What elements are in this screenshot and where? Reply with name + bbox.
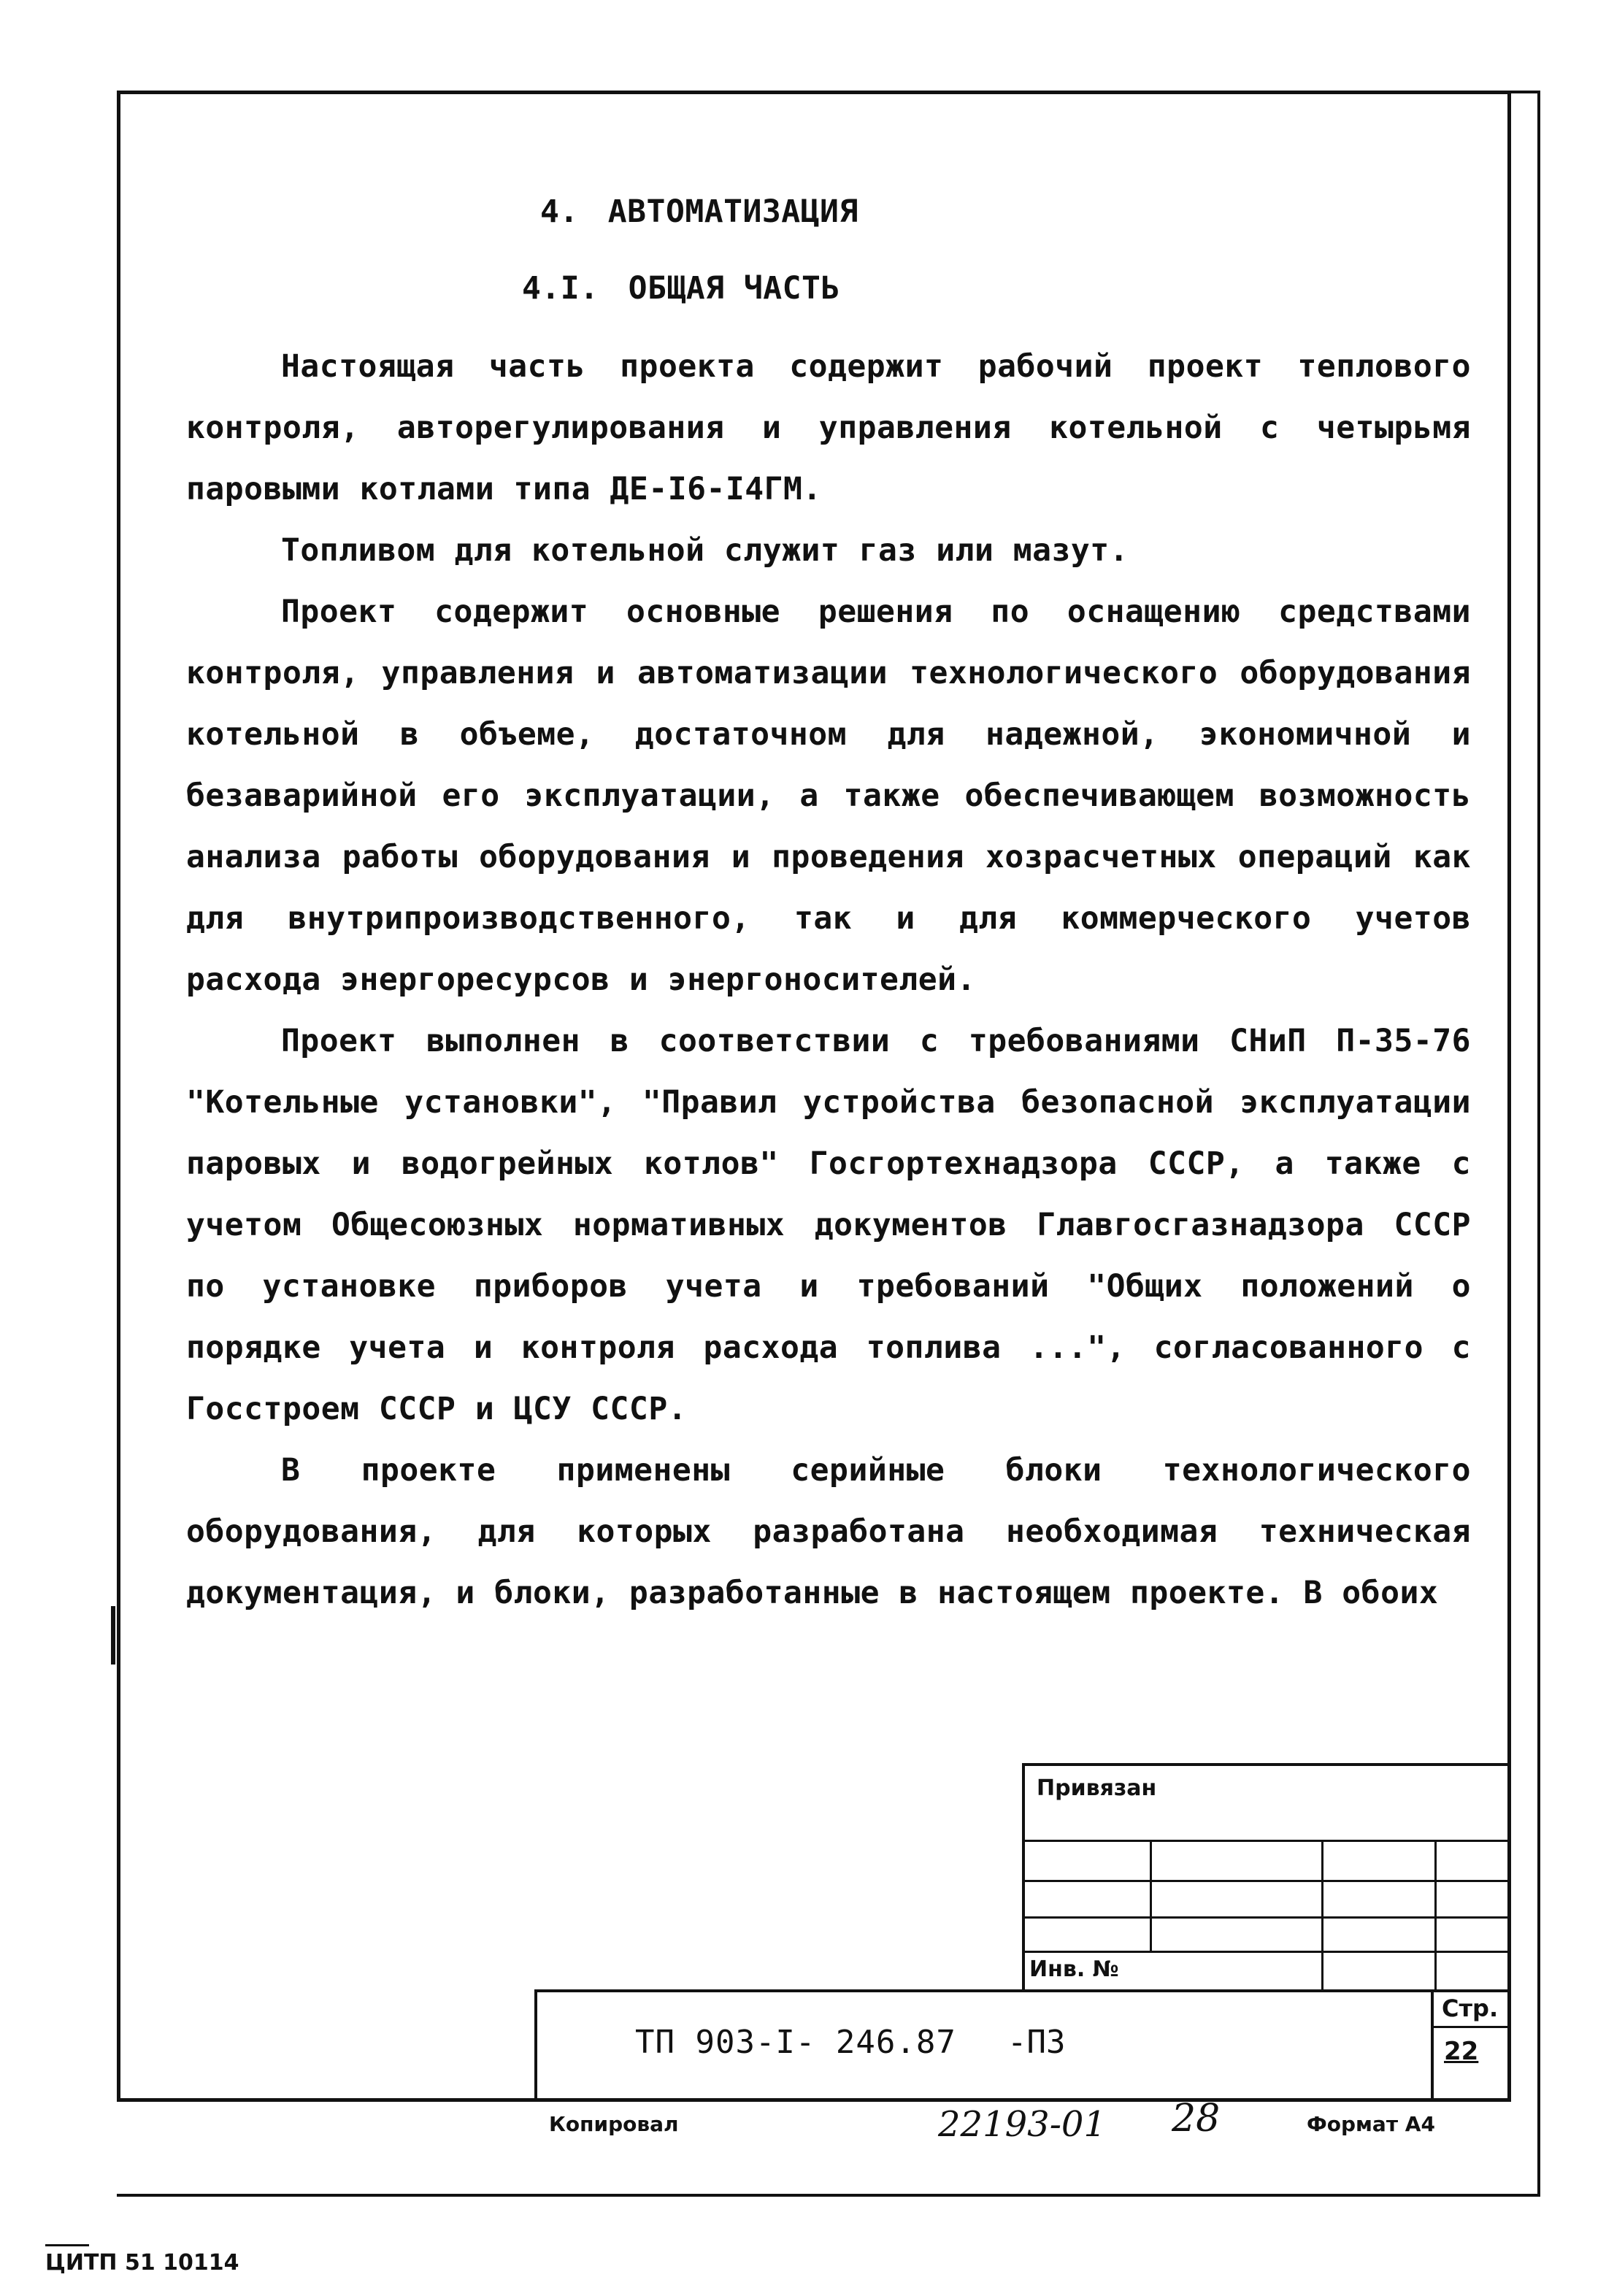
paragraph: Топливом для котельной служит газ или мазут. <box>281 532 1129 569</box>
handwritten-page: 28 <box>1172 2097 1221 2140</box>
paragraph: В проекте применены серийные блоки технологического оборудования, для которых разработана необходимая техническая документация, и блоки, разработанные в настоящем проекте. В обоих <box>186 1452 1471 1611</box>
document-code: ТП 903-I- 246.87 <box>635 2024 956 2061</box>
document-body <box>186 183 1471 1624</box>
paragraph: Настоящая часть проекта содержит рабочий проект теплового контроля, авторегулирования и управления котельной с четырьмя паровыми котлами типа ДЕ-I6-I4ГМ. <box>186 348 1471 507</box>
frame-tick-mark <box>111 1606 115 1665</box>
paragraph: Проект выполнен в соответствии с требованиями СНиП П-35-76 "Котельные установки", "Правил устройства безопасной эксплуатации паровых и водогрейных котлов" Госгортехнадзора СССР, а также с учетом Общесоюзных нормативных документов Главгосгазнадзора СССР по установке приборов учета и требований "Общих положений о порядке учета и контроля расхода топлива ...", согласованного с Госстроем СССР и ЦСУ СССР. <box>186 1023 1471 1427</box>
binding-grid-line <box>1022 1951 1511 1953</box>
binding-label: Привязан <box>1037 1775 1157 1801</box>
page-number: 22 <box>1444 2037 1479 2066</box>
binding-grid-line <box>1022 1916 1511 1919</box>
copied-label: Копировал <box>549 2112 679 2136</box>
binding-grid-line <box>1022 1840 1511 1842</box>
print-mark-rule <box>45 2244 89 2246</box>
page-box-divider <box>1431 2026 1511 2028</box>
inventory-label: Инв. № <box>1029 1957 1119 1982</box>
section-number: 4. <box>540 193 579 230</box>
document-code-suffix: -ПЗ <box>1007 2024 1066 2061</box>
section-title: АВТОМАТИЗАЦИЯ <box>607 193 858 230</box>
format-label: Формат А4 <box>1307 2112 1435 2136</box>
binding-grid-line <box>1321 1840 1323 1989</box>
paragraph: Проект содержит основные решения по оснащению средствами контроля, управления и автоматизации технологического оборудования котельной в объеме, достаточном для надежной, экономичной и безаварийной его эксплуатации, а также обеспечивающем возможность анализа работы оборудования и проведения хозрасчетных операций как для внутрипроизводственного, так и для коммерческого учетов расхода энергоресурсов и энергоносителей. <box>186 594 1471 998</box>
binding-grid-line <box>1150 1840 1152 1953</box>
binding-grid-line <box>1434 1840 1437 1989</box>
print-mark: ЦИТП 51 10114 <box>45 2250 239 2276</box>
binding-grid-line <box>1022 1880 1511 1882</box>
subsection-heading <box>522 256 1471 336</box>
subsection-number: 4.I. <box>522 270 599 307</box>
handwritten-number: 22193-01 <box>938 2104 1106 2145</box>
page-label: Стр. <box>1442 1994 1499 2022</box>
section-heading <box>540 183 1471 256</box>
subsection-title: ОБЩАЯ ЧАСТЬ <box>628 270 840 307</box>
